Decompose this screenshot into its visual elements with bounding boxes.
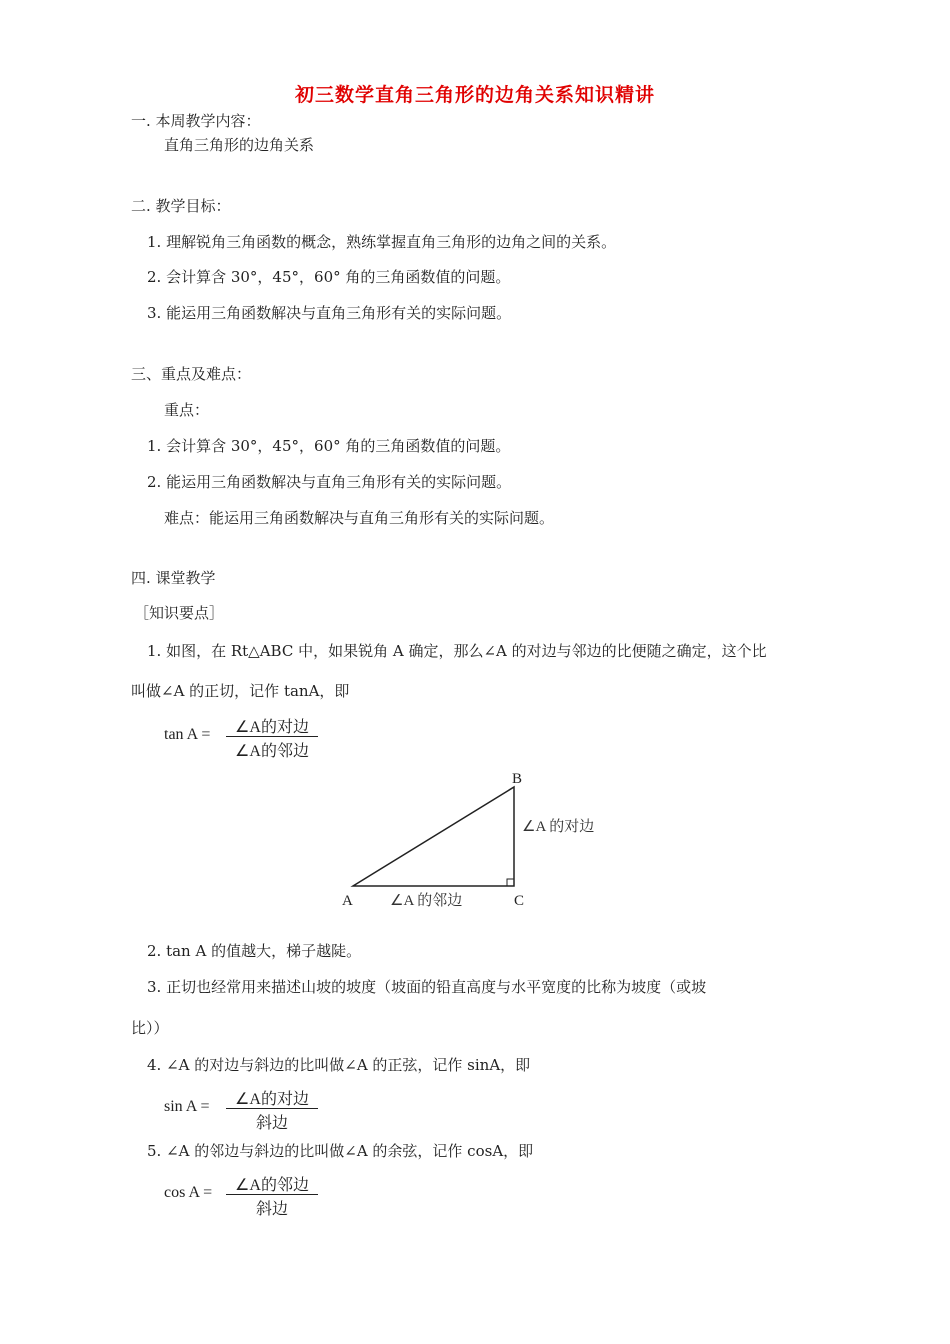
cos-formula — [164, 1172, 324, 1218]
cos-formula-numerator: ∠A的邻边 — [235, 1177, 309, 1194]
objective-item: 1. 理解锐角三角函数的概念，熟练掌握直角三角形的边角之间的关系。 — [147, 233, 617, 251]
knowledge-points-label: ［知识要点］ — [134, 604, 225, 622]
fraction-bar — [226, 736, 318, 737]
point-1-line-1: 1. 如图，在 Rt△ABC 中，如果锐角 A 确定，那么∠A 的对边与邻边的比便随之确定，这个比 — [147, 642, 767, 660]
vertex-b-label: B — [512, 771, 523, 787]
opposite-side-label: ∠A 的对边 — [522, 819, 595, 835]
section-2-heading: 二. 教学目标： — [131, 197, 231, 215]
sin-formula-numerator: ∠A的对边 — [235, 1091, 309, 1108]
fraction-bar — [226, 1108, 318, 1109]
key-point-item: 2. 能运用三角函数解决与直角三角形有关的实际问题。 — [147, 473, 512, 491]
tan-formula-denominator: ∠A的邻边 — [235, 743, 309, 760]
sin-formula-lhs: sin A = — [164, 1098, 210, 1115]
tan-formula-numerator: ∠A的对边 — [235, 719, 309, 736]
right-triangle-diagram — [330, 765, 630, 915]
adjacent-side-label: ∠A 的邻边 — [390, 893, 463, 909]
section-4-heading: 四. 课堂教学 — [131, 569, 216, 587]
page-title: 初三数学直角三角形的边角关系知识精讲 — [294, 84, 655, 106]
vertex-a-label: A — [342, 893, 353, 909]
point-4: 4. ∠A 的对边与斜边的比叫做∠A 的正弦，记作 sinA，即 — [147, 1056, 531, 1074]
right-angle-mark — [507, 879, 514, 886]
cos-formula-lhs: cos A = — [164, 1184, 213, 1201]
section-3-heading: 三、重点及难点： — [131, 365, 252, 383]
key-points-label: 重点： — [164, 401, 210, 419]
point-3-line-1: 3. 正切也经常用来描述山坡的坡度（坡面的铅直高度与水平宽度的比称为坡度（或坡 — [147, 978, 707, 996]
tan-formula-lhs: tan A = — [164, 726, 211, 743]
difficulty-text: 难点：能运用三角函数解决与直角三角形有关的实际问题。 — [164, 509, 555, 527]
fraction-bar — [226, 1194, 318, 1195]
section-1-heading: 一. 本周教学内容： — [131, 112, 261, 130]
point-1-line-2: 叫做∠A 的正切，记作 tanA，即 — [131, 682, 350, 700]
point-2: 2. tan A 的值越大，梯子越陡。 — [147, 942, 362, 960]
point-3-line-2: 比）） — [131, 1019, 169, 1037]
sin-formula — [164, 1086, 324, 1132]
triangle-shape — [353, 787, 514, 886]
key-point-item: 1. 会计算含 30°，45°，60° 角的三角函数值的问题。 — [147, 437, 511, 455]
sin-formula-denominator: 斜边 — [255, 1115, 288, 1132]
vertex-c-label: C — [514, 893, 525, 909]
objective-item: 2. 会计算含 30°，45°，60° 角的三角函数值的问题。 — [147, 268, 511, 286]
section-1-content: 直角三角形的边角关系 — [164, 136, 315, 154]
point-5: 5. ∠A 的邻边与斜边的比叫做∠A 的余弦，记作 cosA，即 — [147, 1142, 534, 1160]
objective-item: 3. 能运用三角函数解决与直角三角形有关的实际问题。 — [147, 304, 512, 322]
cos-formula-denominator: 斜边 — [255, 1201, 288, 1218]
tan-formula — [164, 714, 324, 760]
